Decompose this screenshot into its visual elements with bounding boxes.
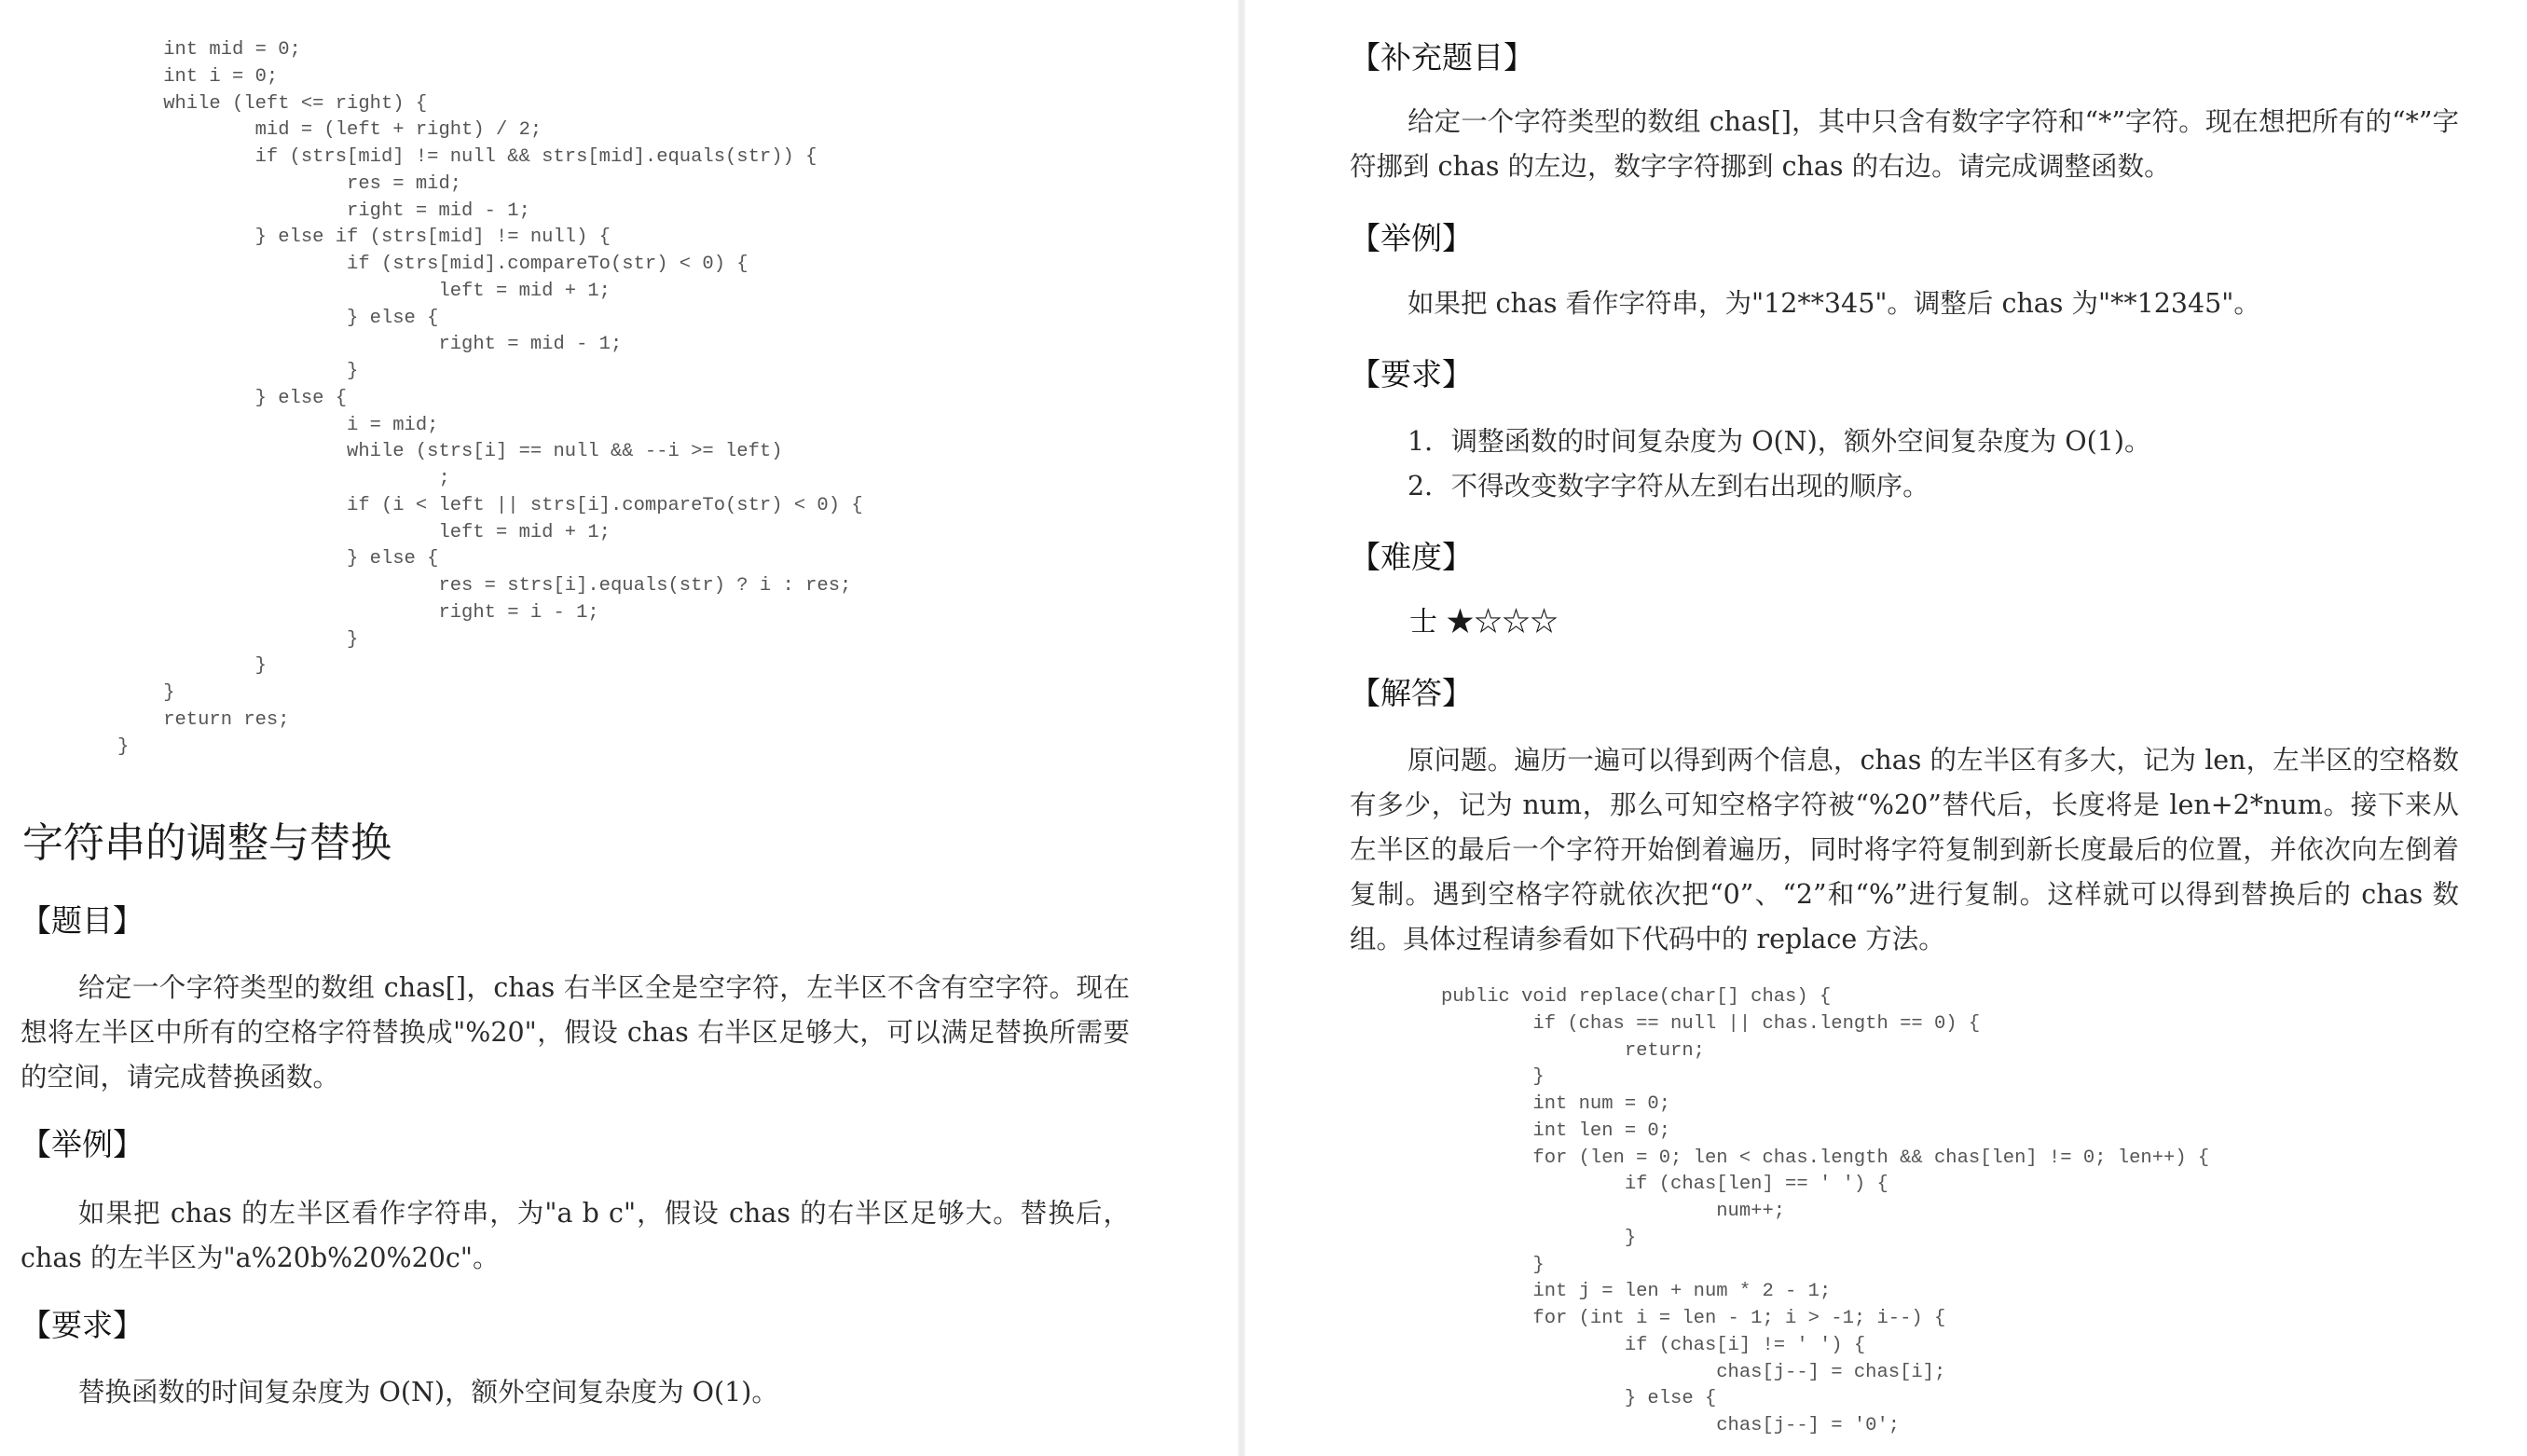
supplement-text: 给定一个字符类型的数组 chas[]，其中只含有数字字符和“*”字符。现在想把所有的“*”字符挪到 chas 的左边，数字字符挪到 chas 的右边。请完成调整函数。 <box>1350 106 2459 182</box>
example-label: 【举例】 <box>21 1126 144 1162</box>
book-gutter <box>1238 0 1245 1456</box>
requirement-item: 2．不得改变数字字符从左到右出现的顺序。 <box>1408 471 1930 501</box>
supplement-label: 【补充题目】 <box>1350 39 1534 76</box>
binary-search-code-block: int mid = 0; int i = 0; while (left <= right) { mid = (left + right) / 2; if (strs[mid] != null && strs[mid].equals(str)) { res = mid; right = mid - 1; } else if (strs[mid] != null) { if (strs[mid].compareTo(str) < 0) { left = mid + 1; } else { right = mid - 1; } } else { i = mid; while (strs[i] == null && --i >= left) ; if (i < left || strs[i].compareTo(str) < 0) { left = mid + 1; } else { res = strs[i].equals(str) ? i : res; right = i - 1; } } } return res; } <box>117 39 863 758</box>
example-text: 如果把 chas 的左半区看作字符串，为"a b c"，假设 chas 的右半区足够大。替换后，chas 的左半区为"a%20b%20%20c"。 <box>21 1198 1130 1273</box>
requirement-text: 替换函数的时间复杂度为 O(N)，额外空间复杂度为 O(1)。 <box>78 1377 778 1408</box>
right-page <box>1245 0 2527 1456</box>
replace-method-code-block: public void replace(char[] chas) { if (chas == null || chas.length == 0) { return; } int num = 0; int len = 0; for (len = 0; len < chas.length && chas[len] != 0; len++) { if (chas[len] == ' ') { num++; } } int j = len + num * 2 - 1; for (int i = len - 1; i > -1; i--) { if (chas[i] != ' ') { chas[j--] = chas[i]; } else { chas[j--] = '0'; <box>1441 986 2210 1436</box>
requirement-list <box>1408 419 2151 509</box>
example-label-right: 【举例】 <box>1350 220 1473 256</box>
answer-label: 【解答】 <box>1350 675 1473 711</box>
example-text-right: 如果把 chas 看作字符串，为"12**345"。调整后 chas 为"**12345"。 <box>1408 288 2260 319</box>
section-title: 字符串的调整与替换 <box>22 819 391 867</box>
answer-text: 原问题。遍历一遍可以得到两个信息，chas 的左半区有多大，记为 len，左半区的空格数有多少，记为 num，那么可知空格字符被“%20”替代后，长度将是 len+2*num。接下来从左半区的最后一个字符开始倒着遍历，同时将字符复制到新长度最后的位置，并依次向左倒着复制。遇到空格字符就依次把“0”、“2”和“%”进行复制。这样就可以得到替换后的 chas 数组。具体过程请参看如下代码中的 replace 方法。 <box>1350 745 2459 955</box>
difficulty-rating: 士 ★☆☆☆ <box>1409 606 1559 639</box>
left-page <box>0 0 1238 1456</box>
difficulty-label: 【难度】 <box>1350 539 1473 575</box>
problem-label: 【题目】 <box>21 902 144 939</box>
requirement-label: 【要求】 <box>21 1307 144 1343</box>
requirement-label-right: 【要求】 <box>1350 356 1473 392</box>
problem-text: 给定一个字符类型的数组 chas[]，chas 右半区全是空字符，左半区不含有空字符。现在想将左半区中所有的空格字符替换成"%20"，假设 chas 右半区足够大，可以满足替换所需要的空间，请完成替换函数。 <box>21 972 1130 1092</box>
requirement-item: 1．调整函数的时间复杂度为 O(N)，额外空间复杂度为 O(1)。 <box>1408 426 2151 457</box>
